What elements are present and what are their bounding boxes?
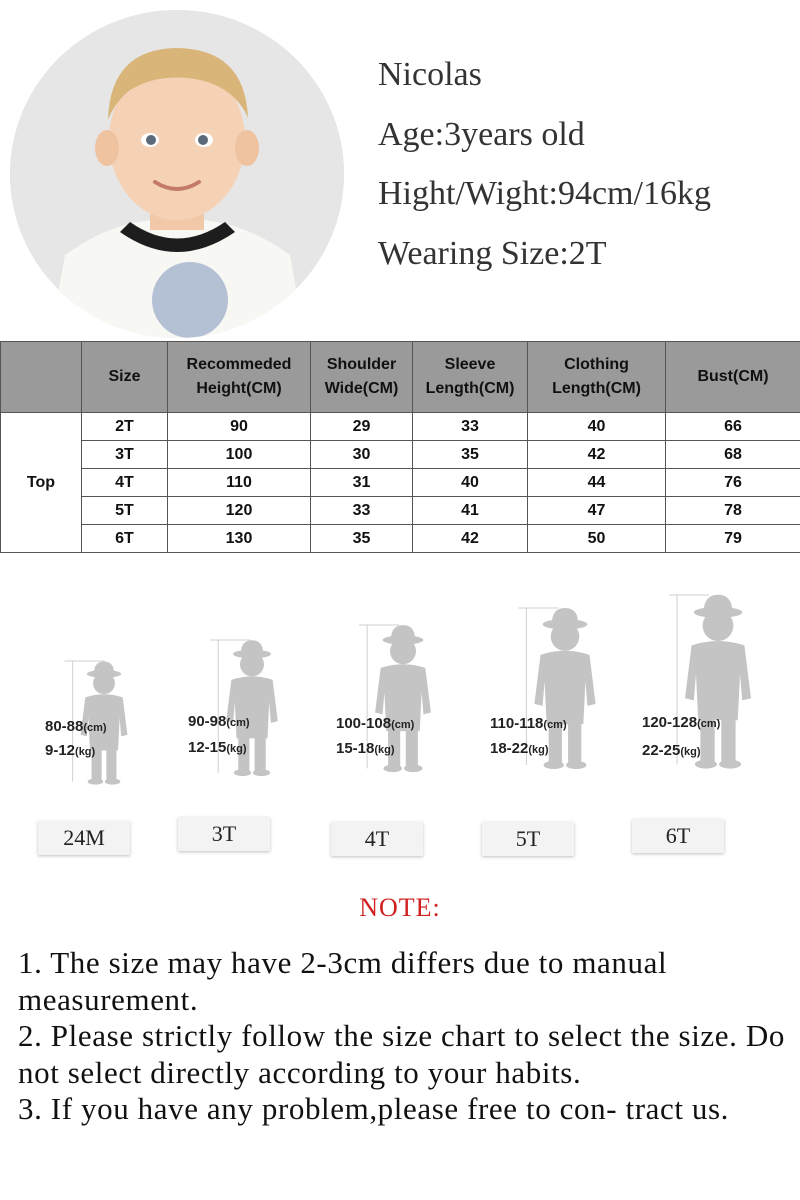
measurement-cell: 90 [168, 413, 311, 441]
table-row [1, 525, 800, 553]
measurement-cell: 44 [528, 469, 666, 497]
silhouette-height-label [490, 715, 567, 732]
measurement-cell: 50 [528, 525, 666, 553]
silhouette-height-label [336, 715, 414, 732]
measurement-cell: 35 [413, 441, 528, 469]
height-unit: (cm) [226, 717, 250, 729]
note-item: 1. The size may have 2-3cm differs due to manual measurement. [18, 945, 668, 1017]
weight-value: 22-25 [642, 742, 681, 759]
silhouette-size-box: 4T [331, 822, 423, 856]
table-header-cell: Sleeve Length(CM) [413, 342, 528, 413]
height-value: 110-118 [490, 715, 544, 732]
table-header-cell: Recommeded Height(CM) [168, 342, 311, 413]
table-row [1, 497, 800, 525]
measurement-cell: 68 [666, 441, 800, 469]
height-unit: (cm) [543, 719, 567, 731]
measurement-cell: 31 [311, 469, 413, 497]
model-photo [10, 10, 344, 338]
model-wearing-size: Wearing Size:2T [378, 235, 607, 272]
note-item: 2. Please strictly follow the size chart to select the size. Do not select directly according to your habits. [18, 1018, 785, 1090]
silhouette-height-label [188, 713, 250, 730]
measurement-cell: 40 [413, 469, 528, 497]
measurement-cell: 41 [413, 497, 528, 525]
weight-unit: (kg) [75, 746, 96, 758]
weight-value: 18-22 [490, 740, 529, 757]
table-row [1, 413, 800, 441]
model-info [0, 0, 800, 338]
weight-value: 15-18 [336, 740, 375, 757]
measurement-cell: 130 [168, 525, 311, 553]
kids-size-silhouettes [0, 580, 800, 870]
measurement-cell: 66 [666, 413, 800, 441]
measurement-cell: 110 [168, 469, 311, 497]
weight-value: 9-12 [45, 742, 76, 759]
measurement-cell: 79 [666, 525, 800, 553]
measurement-cell: 33 [311, 497, 413, 525]
silhouette-size-box: 5T [482, 822, 574, 856]
silhouette-weight-label [642, 742, 701, 759]
size-chart-table [0, 341, 800, 553]
note-title: NOTE: [359, 893, 441, 922]
model-age: Age:3years old [378, 116, 585, 153]
note-item: 3. If you have any problem,please free to con- tract us. [18, 1091, 730, 1126]
size-cell: 6T [82, 525, 168, 553]
measurement-cell: 29 [311, 413, 413, 441]
measurement-cell: 42 [528, 441, 666, 469]
table-header-cell: Clothing Length(CM) [528, 342, 666, 413]
measurement-cell: 47 [528, 497, 666, 525]
size-cell: 5T [82, 497, 168, 525]
height-unit: (cm) [391, 719, 415, 731]
height-value: 120-128 [642, 714, 698, 731]
measurement-cell: 78 [666, 497, 800, 525]
table-row [1, 441, 800, 469]
weight-unit: (kg) [680, 746, 701, 758]
height-unit: (cm) [697, 718, 721, 730]
measurement-cell: 120 [168, 497, 311, 525]
weight-unit: (kg) [374, 744, 395, 756]
table-header-row [1, 342, 800, 413]
height-value: 90-98 [188, 713, 227, 730]
measurement-cell: 76 [666, 469, 800, 497]
silhouette-size-box: 6T [632, 819, 724, 853]
silhouette-size-box: 24M [38, 821, 130, 855]
table-header-cell: Shoulder Wide(CM) [311, 342, 413, 413]
height-value: 80-88 [45, 718, 84, 735]
silhouette-weight-label [336, 740, 395, 757]
model-height-weight: Hight/Wight:94cm/16kg [378, 175, 711, 212]
child-portrait-image [10, 10, 344, 338]
silhouette-weight-label [45, 742, 95, 759]
category-cell: Top [1, 413, 82, 553]
silhouette-height-label [642, 714, 720, 731]
measurement-cell: 42 [413, 525, 528, 553]
table-header-cell: Bust(CM) [666, 342, 800, 413]
table-header-empty [1, 342, 82, 413]
model-name: Nicolas [378, 56, 482, 93]
note-body [18, 945, 788, 1128]
weight-value: 12-15 [188, 739, 227, 756]
height-unit: (cm) [83, 722, 107, 734]
table-header-cell: Size [82, 342, 168, 413]
silhouette-height-label [45, 718, 107, 735]
measurement-cell: 40 [528, 413, 666, 441]
table-row [1, 469, 800, 497]
measurement-cell: 100 [168, 441, 311, 469]
measurement-cell: 33 [413, 413, 528, 441]
measurement-cell: 30 [311, 441, 413, 469]
weight-unit: (kg) [528, 744, 549, 756]
weight-unit: (kg) [226, 743, 247, 755]
measurement-cell: 35 [311, 525, 413, 553]
size-cell: 3T [82, 441, 168, 469]
silhouette-size-box: 3T [178, 817, 270, 851]
size-cell: 2T [82, 413, 168, 441]
height-value: 100-108 [336, 715, 392, 732]
silhouette-weight-label [188, 739, 247, 756]
silhouette-weight-label [490, 740, 549, 757]
size-cell: 4T [82, 469, 168, 497]
